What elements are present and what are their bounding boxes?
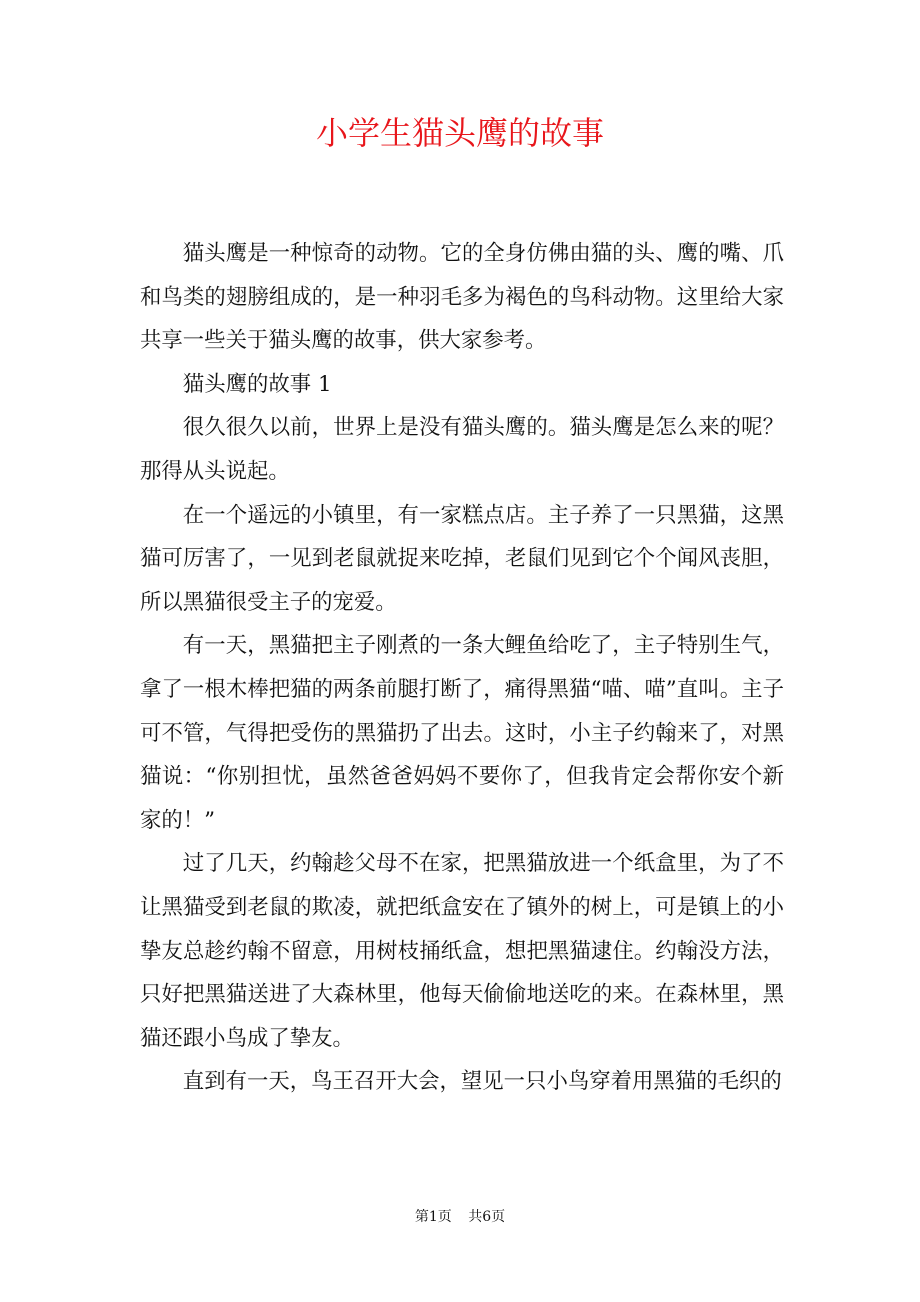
paragraph: 直到有一天，鸟王召开大会，望见一只小鸟穿着用黑猫的毛织的 (182, 1069, 782, 1095)
paragraph: 过了几天，约翰趁父母不在家，把黑猫放进一个纸盒里，为了不让黑猫受到老鼠的欺凌，就把纸盒安在了镇外的树上，可是镇上的小挚友总趁约翰不留意，用树枝捅纸盒，想把黑猫逮住。约翰没方法，只好把黑猫送进了大森林里，他每天偷偷地送吃的来。在森林里，黑猫还跟小鸟成了挚友。 (140, 851, 784, 1051)
paragraph: 在一个遥远的小镇里，有一家糕点店。主子养了一只黑猫，这黑猫可厉害了，一见到老鼠就捉来吃掉，老鼠们见到它个个闻风丧胆，所以黑猫很受主子的宠爱。 (140, 502, 784, 615)
page-total: 共6页 (468, 1209, 506, 1225)
document-title: 小学生猫头鹰的故事 (315, 114, 604, 152)
page-footer (0, 1206, 920, 1226)
paragraph: 猫头鹰是一种惊奇的动物。它的全身仿佛由猫的头、鹰的嘴、爪和鸟类的翅膀组成的，是一种羽毛多为褐色的鸟科动物。这里给大家共享一些关于猫头鹰的故事，供大家参考。 (140, 241, 784, 354)
document-body (140, 232, 784, 1104)
paragraph: 很久很久以前，世界上是没有猫头鹰的。猫头鹰是怎么来的呢？那得从头说起。 (140, 415, 784, 484)
paragraph: 有一天，黑猫把主子刚煮的一条大鲤鱼给吃了，主子特别生气，拿了一根木棒把猫的两条前腿打断了，痛得黑猫“喵、喵”直叫。主子可不管，气得把受伤的黑猫扔了出去。这时，小主子约翰来了，对黑猫说：“你别担忧，虽然爸爸妈妈不要你了，但我肯定会帮你安个新家的！” (140, 633, 784, 833)
page-number: 第1页 (414, 1209, 452, 1225)
section-heading: 猫头鹰的故事 1 (182, 371, 332, 397)
